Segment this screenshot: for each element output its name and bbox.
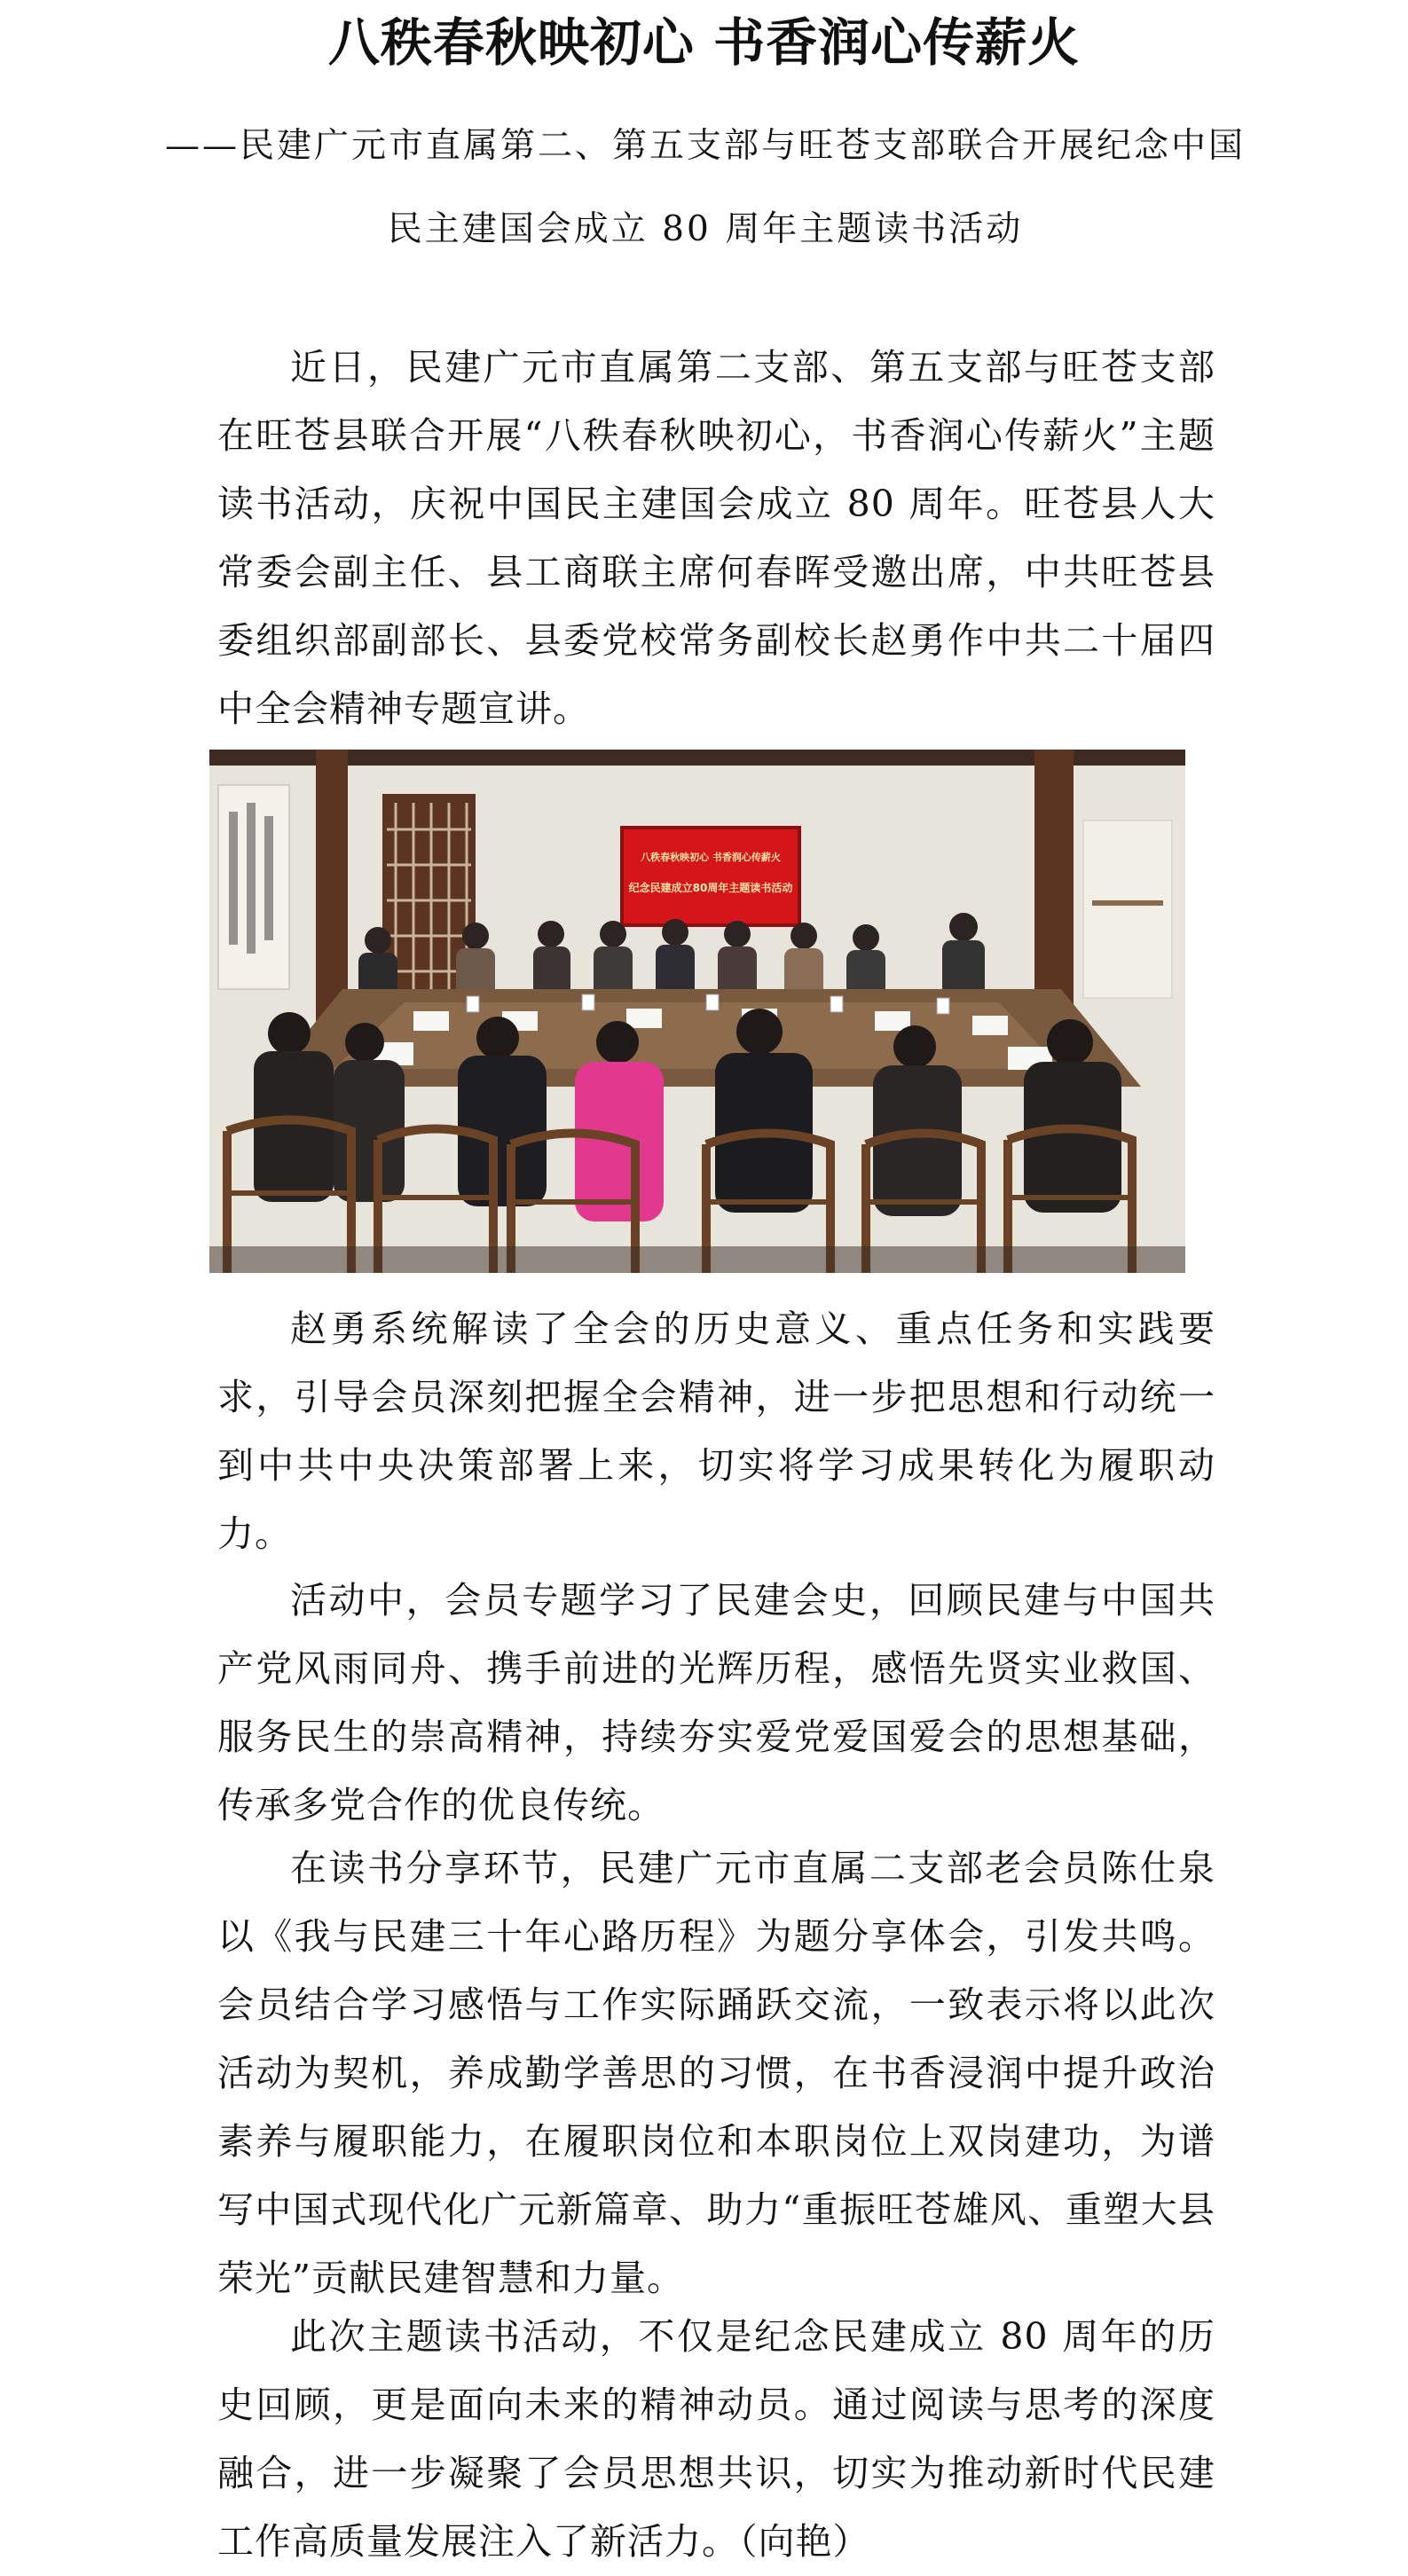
photo-banner-line-2: 纪念民建成立80周年主题读书活动: [628, 882, 793, 894]
article-subtitle: ——民建广元市直属第二、第五支部与旺苍支部联合开展纪念中国民主建国会成立 80 周年主题读书活动: [164, 126, 1246, 249]
event-photo-illustration: [209, 750, 1185, 1273]
event-photo: [209, 750, 1185, 1273]
photo-banner-line-1: 八秩春秋映初心 书香润心传薪火: [641, 852, 781, 863]
article-paragraph-3: 活动中，会员专题学习了民建会史，回顾民建与中国共产党风雨同舟、携手前进的光辉历程，感悟先贤实业救国、服务民生的崇高精神，持续夯实爱党爱国爱会的思想基础，传承多党合作的优良传统。: [217, 1579, 1215, 1826]
article-paragraph-2: 赵勇系统解读了全会的历史意义、重点任务和实践要求，引导会员深刻把握全会精神，进一步把思想和行动统一到中共中央决策部署上来，切实将学习成果转化为履职动力。: [217, 1308, 1215, 1555]
article-paragraph-1: 近日，民建广元市直属第二支部、第五支部与旺苍支部在旺苍县联合开展“八秩春秋映初心，书香润心传薪火”主题读书活动，庆祝中国民主建国会成立 80 周年。旺苍县人大常委会副主任、县工商联主席何春晖受邀出席，中共旺苍县委组织部副部长、县委党校常务副校长赵勇作中共二十届四中全会精神专题宣讲。: [217, 346, 1215, 730]
article-paragraph-5: 此次主题读书活动，不仅是纪念民建成立 80 周年的历史回顾，更是面向未来的精神动员。通过阅读与思考的深度融合，进一步凝聚了会员思想共识，切实为推动新时代民建工作高质量发展注入了新活力。（向艳）: [217, 2315, 1215, 2563]
article-title: 八秩春秋映初心 书香润心传薪火: [327, 12, 1081, 73]
article-paragraph-4: 在读书分享环节，民建广元市直属二支部老会员陈仕泉以《我与民建三十年心路历程》为题分享体会，引发共鸣。会员结合学习感悟与工作实际踊跃交流，一致表示将以此次活动为契机，养成勤学善思的习惯，在书香浸润中提升政治素养与履职能力，在履职岗位和本职岗位上双岗建功，为谱写中国式现代化广元新篇章、助力“重振旺苍雄风、重塑大县荣光”贡献民建智慧和力量。: [217, 1847, 1215, 2299]
photo-red-banner: [622, 828, 799, 925]
